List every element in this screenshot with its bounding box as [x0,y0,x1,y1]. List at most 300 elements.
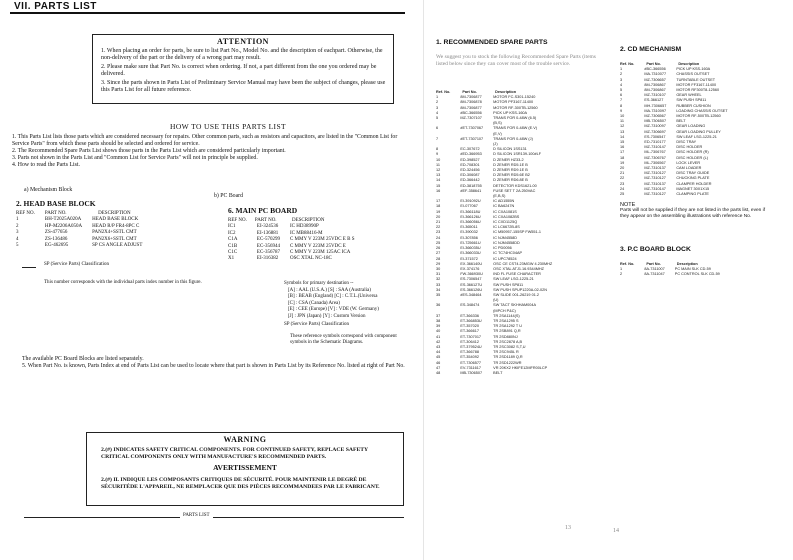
pc-board-label: b) PC Board [214,193,243,199]
cell-part: ET-7306577 [460,360,482,365]
cell-part: #ED-366953 [460,152,482,157]
how-to-item-1: 1. This Parts List lists those parts which are considered necessary for repairs. Other common parts, such as resistors and capacitors, are listed in the "Common List for Service Parts" from which these parts should be selected and ordered for service. [12,134,398,147]
cell-part: MB-7306507 [644,119,667,124]
cell-ref: 2 [620,72,623,77]
cell-part: BH-T2025A020A [44,217,82,223]
cell-part: EI-316382 [256,256,279,262]
cell-desc: D ZENER RD5.6E B2 [493,173,530,178]
cell-desc: C MMY V 223M 125AC ICA [289,250,351,256]
cell-part: ES-366127 [644,98,664,103]
cell-ref: 8 [620,103,623,108]
cell-part: 8A-7311047 [644,272,665,277]
cell-desc: PC CONTROL SLK CD-59 [674,272,720,277]
cell-ref: 1 [436,95,439,100]
recommended-intro: We suggest you to stock the following Recommended Spare Parts (items listed below since they can cover most of the trouble service. [436,54,596,67]
cell-part: ET-366853U [460,318,482,323]
sp-class-note: SP (Service Parts) Classification [284,322,349,327]
cell-part: ED-366442 [460,178,480,183]
cell-desc: MOTOR RF-300TB-12560 [493,105,538,110]
cell-ref: 41 [436,334,441,339]
col-desc: DESCRIPTION [291,218,325,223]
cell-ref: 3 [436,105,439,110]
cell-desc: PAN2X4+SSTL CMT [92,230,137,236]
cell-part: EX-366140U [460,261,483,266]
symbol-line: [C] : CSA (Canada) Area) [288,300,340,306]
cell-ref: 25 [620,192,625,197]
cell-part: ET-357020 [460,324,479,329]
cell-desc: SP CS ANGLE ADJUST [92,243,143,249]
cell-ref: 23 [620,181,625,186]
cell-part: EC-307672 [460,147,480,152]
cd-mechanism-heading: 2. CD MECHANISM [620,46,682,53]
cell-desc: HEAD R/P FR4-8PC C [92,223,140,229]
cell-ref: 18 [436,204,441,209]
cell-part: HP-M2206A050A [44,223,83,229]
cell-ref: 19 [436,209,441,214]
cell-desc: LOADING CHASSIS OUTSET [676,108,728,113]
cell-desc: (E,B,S) [493,194,506,199]
cell-ref: C1C [228,250,238,256]
cell-desc: (U) [493,298,499,303]
col-ref: REF NO. [16,211,35,216]
cell-part: EI-366056U [460,220,481,225]
cell-ref: 24 [436,235,441,240]
cell-ref: 25 [436,240,441,245]
cell-desc: TR 2SA1292 T U [493,324,522,329]
cell-part: MZ-7306767 [644,155,666,160]
cell-part: #BC-366556 [460,110,482,115]
cell-ref: 19 [620,160,625,165]
cell-part: #EF-358641 [460,188,482,193]
cell-ref: 22 [436,225,441,230]
cell-part: ES-7306547 [460,277,482,282]
cell-desc: DISC HOLDER [676,145,703,150]
cell-ref: 29 [436,261,441,266]
cell-ref: 34 [436,287,441,292]
cell-part: MZ-7310147 [644,186,666,191]
how-to-heading: HOW TO USE THIS PARTS LIST [170,122,287,131]
cell-part: ZS-136486 [44,236,68,242]
cell-desc: IC TC74HC04AP [493,251,523,256]
cell-part: EI-371572 [460,256,478,261]
cell-part: 8M-7306867 [644,82,666,87]
cell-part: 8M-7306877 [460,95,482,100]
cell-ref: 2 [620,272,623,277]
footer-rule [24,517,404,518]
cell-desc: TURNTABLE OUTSET [676,77,716,82]
cell-desc: SW LEAF LSG-1225-21 [676,134,717,139]
cell-ref: 12 [620,124,625,129]
cell-part: MZ-7306567 [644,114,666,119]
cell-part: ML-7306767 [644,150,666,155]
cell-ref: IC1 [228,224,236,230]
cell-part: MZ-7310097 [644,124,666,129]
cell-ref: 24 [620,186,625,191]
cell-desc: GEAR LOADING PULLEY [676,129,721,134]
recommended-table [436,90,554,376]
cell-part: EI-365011 [460,225,478,230]
cell-desc: D ZENER RD6.8E B [493,178,528,183]
cell-ref: 3 [16,230,19,236]
cell-desc: PICK UP KSS-160A [676,67,711,72]
cell-desc: SW PUSH SP811 [493,282,524,287]
cell-desc: TR 2SD880NJ [493,334,518,339]
cell-desc: SW TACT SKHHAM004A [493,303,537,308]
col-ref: Ref. No. [620,62,635,66]
cell-desc: TR 2SB891 Q,R [493,329,521,334]
table-row [228,256,356,262]
cell-ref: 8 [436,147,439,152]
col-ref: Ref. No. [436,90,451,94]
cell-ref: 23 [436,230,441,235]
cell-desc: TRANS FOR 0-48W (6.5) [493,116,537,121]
cell-desc: IC LC6672B-8S [493,225,520,230]
cell-desc: IC AD1555N [493,199,515,204]
cell-part: EI-391092U [460,199,481,204]
cell-desc: RUBBER CUSHION [676,103,711,108]
cell-desc: DISC HOLDER (R) [676,150,709,155]
cell-ref: X1 [228,256,235,262]
symbol-line: [B] : BEAB (England) [C] : C.T.L.(Universa [288,294,378,300]
cell-ref: 4 [436,110,439,115]
cell-ref: 9 [436,152,439,157]
cell-ref: 44 [436,350,441,355]
attention-heading: ATTENTION [217,37,269,46]
cell-desc: BELT [676,119,686,124]
col-part: Part No. [462,90,477,94]
cell-desc: HEAD BASE BLOCK [92,217,139,223]
cell-desc: IC PD0056 [493,246,512,251]
cell-part: EG-462695 [44,243,69,249]
cell-part: EI-725661U [460,240,481,245]
cell-desc: PAN2X6+SSTL CMT [92,236,137,242]
cell-part: ED-324456 [460,168,480,173]
cell-part: ED-306087 [460,173,480,178]
cell-ref: 15 [436,183,441,188]
col-ref: REF NO. [228,218,247,223]
cell-desc: MOTOR RF300T8-12560 [676,88,720,93]
attention-item-3: 3. Since the parts shown in Parts List of Preliminary Service Manual may have been the subject of changes, please use this Parts List for all future reference. [101,80,386,93]
cell-desc: IC MB88416-M [289,230,323,236]
cell-ref: 39 [436,324,441,329]
cell-ref: 27 [436,251,441,256]
how-to-item-4: 4. How to read the Parts List. [12,162,80,168]
how-to-item-2: 2. The Recommended Spare Parts List shows those parts in the Parts List which are considered particularly important. [12,148,286,154]
cell-desc: MAGNET 30X1X15 [676,186,710,191]
cell-part: ET-306412 [460,339,479,344]
attention-item-2: 2. Please make sure that Part No. is correct when ordering. If not, a part different from the one you ordered may be delivered. [101,64,377,77]
cell-part: ES-7306547 [644,134,666,139]
cell-desc: CHUCKING PLATE [676,176,710,181]
cell-part: MZ-7310127 [644,176,666,181]
page-fold [423,0,424,560]
cell-part: ZS-477656 [44,230,68,236]
cell-part: MZ-7310137 [644,181,666,186]
page-header [0,0,423,14]
cell-ref: 5 [16,243,19,249]
cell-desc: TR 2SA1295 S [493,318,519,323]
cell-ref: 40 [436,329,441,334]
cell-ref: 21 [620,171,625,176]
col-desc: Description [678,62,700,66]
cell-desc: GEAR LOADING [676,124,706,129]
cell-desc: (MPCH P&C) [493,308,516,313]
cell-desc: SW SLIDE 001-26219 01.2 [493,292,539,297]
legend-line [22,267,36,268]
cell-ref: 30 [436,266,441,271]
cell-ref: 4 [16,236,19,242]
head-base-table [16,211,216,249]
parts-index-note: 5. When Part No. is known, Parts Index at end of Parts List can be used to locate where that part is shown in Parts List by its Reference No. listed at right of Part No. [22,363,405,369]
cell-part: MZ-7310137 [644,166,666,171]
symbols-list [288,288,408,320]
cell-desc: TRANS FOR 0-48W (J) [493,136,533,141]
attention-item-1: 1. When placing an order for parts, be sure to list Part No., Model No. and the description of eachpart. Otherwise, the non-delivery of the part or the delivery of a wrong part may result. [101,48,383,61]
index-number-note: This number corresponds with the individual parts index number in this figure. [44,280,202,285]
cell-ref: 10 [620,114,625,119]
cell-ref: 18 [620,155,625,160]
table-row [620,272,722,277]
cell-part: EI-324536 [256,224,279,230]
cell-ref: 7 [436,136,439,141]
col-desc: DESCRIPTION [98,211,131,216]
cell-part: ED-708301 [460,162,480,167]
cell-part: ES-366127U [460,282,483,287]
cell-part: EI-366126U [460,214,481,219]
col-ref: Ref. No. [620,262,635,266]
cell-ref: C1B [228,243,238,249]
cell-desc: DISC TRAY GUIDE [676,171,710,176]
col-part: PART NO. [254,218,277,223]
cell-part: #ES-348464 [460,292,482,297]
cell-ref: 28 [436,256,441,261]
mechanism-label: a) Mechanism Block [24,187,73,193]
cell-ref: IC2 [228,230,236,236]
cell-desc: TR 2SD1189 Q,R [493,355,523,360]
cell-ref: 33 [436,282,441,287]
cell-desc: DISC HOLDER (L) [676,155,708,160]
cell-ref: 35 [436,292,441,297]
symbol-line: [E] : CEE (Europe) [V] : VDE (W. Germany) [288,307,379,313]
warning-text: 2.(#) INDICATES SAFETY CRITICAL COMPONENTS. FOR CONTINUED SAFETY, REPLACE SAFETY CRITICAL COMPONENTS ONLY WITH MANUFACTURE'S RECOMMENDED PARTS. [101,447,368,460]
cell-ref: 6 [436,126,439,131]
cell-ref: 5 [620,88,623,93]
cell-desc: MOTOR FF3167-11400 [676,82,717,87]
cell-part: MZ-7310127 [644,192,666,197]
cell-part: ET-7307017 [460,334,482,339]
cell-ref: 42 [436,339,441,344]
table-row [620,192,730,197]
cd-mechanism-table [620,62,730,197]
cell-desc: CLAMPING PLATE [676,192,709,197]
cell-desc: BELT [493,370,503,375]
cell-part: EC-570299 [256,237,280,243]
cell-ref: 17 [620,150,625,155]
cell-ref: 16 [620,145,625,150]
cell-desc: D SILICON 1SR139-100#LF [493,152,542,157]
cell-part: 8M-7306878 [460,100,482,105]
cell-ref: 5 [436,116,439,121]
cell-part: ET-354092 [460,355,479,360]
cell-ref: 20 [436,214,441,219]
cell-ref: 9 [620,108,623,113]
cell-desc: OSC XTAL NC-18C [289,256,332,262]
cell-desc: C MMY V 223M 25VDC E [289,243,346,249]
cell-desc: D ZENER RD5.1E B [493,162,528,167]
cell-desc: OSC CE CST4.23MGW 4.230MHZ [493,261,553,266]
cell-desc: MOTOR PF3167-11400 [493,100,534,105]
cell-ref: 16 [436,188,441,193]
cell-part: ML-7306567 [644,160,666,165]
cell-desc: IND FL FUSE CHARACTER [493,272,541,277]
cell-desc: IC M50957-155SP FW551-1 [493,230,542,235]
cell-desc: OSC XTAL ATJ1.16.9344MHZ [493,266,544,271]
cell-part: 8A-7311007 [644,267,665,272]
cell-desc: SW LEAF LSG-1225-21 [493,277,534,282]
how-to-list [12,134,410,169]
cell-ref: 14 [436,178,441,183]
cell-desc: TR 2SC945L R [493,350,519,355]
cell-desc: PICK UP KSS-160A [493,110,528,115]
cell-part: #ET-7307067 [460,126,484,131]
cell-ref: 38 [436,318,441,323]
cell-desc: IC BA6247N [493,204,515,209]
cell-desc: D ZENER HZ33-2 [493,157,524,162]
cell-part: 8M-7306877 [460,105,482,110]
cell-desc: MOTOR FC-S301-15240 [493,95,536,100]
cell-ref: 14 [620,134,625,139]
cell-part: MZ-7306697 [644,129,666,134]
cell-part: EX-374176 [460,266,480,271]
cell-ref: 45 [436,355,441,360]
header-rule [10,12,405,14]
cell-ref: 11 [436,162,440,167]
cell-ref: 12 [436,168,441,173]
page-number-left: 13 [565,525,571,531]
cell-desc: LOCK LEVER [676,160,701,165]
cell-part: MH-7306657 [644,103,667,108]
cell-part: MZ-7307107 [460,116,482,121]
cell-desc: IC CXA1082BS [493,214,520,219]
cell-ref: 43 [436,344,441,349]
cell-part: EI-307856 [460,235,478,240]
main-pc-heading: 6. MAIN PC BOARD [228,206,298,215]
cell-ref: 6 [620,93,623,98]
cell-desc: C MMY V 223M 25VDC E B S [289,237,355,243]
cell-ref: 1 [620,267,623,272]
col-part: PART NO. [44,211,67,216]
cell-desc: DETECTOR KDS1621-00 [493,183,537,188]
cell-part: MA-7310097 [644,108,667,113]
table-row [436,371,554,376]
cell-ref: 10 [436,157,441,162]
col-desc: Description [495,90,517,94]
cell-ref: C1A [228,237,238,243]
cell-desc: DISC TRAY [676,140,697,145]
cell-ref: 32 [436,277,441,282]
cell-ref: 17 [436,199,441,204]
symbol-line: [A] : AAL (U.S.A.) [S] : SAA (Australia) [288,288,371,293]
avertissement-text: 2.(#) IL INDIQUE LES COMPOSANTS CRITIQUES DE SÉCURITÉ. POUR MAINTENIR LE DEGRÉ DE SÉCURITÉDE L'APPAREIL, NE REMPLACER QUE DES PIÈCES RECOMMANDEES PAR LE FABRICANT. [101,477,380,490]
cell-desc: (B,S) [493,121,502,126]
note-heading: NOTE [620,202,636,208]
cell-ref: 21 [436,220,441,225]
cell-part: ET-366788 [460,350,479,355]
warning-heading: WARNING [223,435,267,444]
warning-box [86,432,404,506]
cell-desc: IC NJM4558DD [493,240,520,245]
cell-desc: FUSE SET T 2A 250VAC [493,188,536,193]
cell-ref: 2 [436,100,439,105]
col-part: Part No. [646,262,661,266]
cell-desc: D SILICON 1SS131 [493,147,527,152]
cell-ref: 13 [620,129,625,134]
cell-part: ET-366617 [460,329,479,334]
cell-part: FW-366930U [460,272,483,277]
cell-ref: 37 [436,313,441,318]
page-number-right: 14 [613,528,619,534]
col-part: Part No. [646,62,661,66]
bottom-notes [22,356,412,370]
cell-desc: TR 2SC2878 A,B [493,339,523,344]
recommended-heading: 1. RECOMMENDED SPARE PARTS [436,39,548,46]
cell-part: EC-356787 [256,250,280,256]
cell-part: MZ-7310147 [644,145,666,150]
cell-desc: CLAMPER HOLDER [676,181,712,186]
cell-desc: MOTOR RF-500TB-12560 [676,114,721,119]
cell-part: 8M-7306867 [644,88,666,93]
cell-part: ED-7310177 [644,140,666,145]
cell-part: ES-348474 [460,303,480,308]
cell-desc: IC CXD1125Q [493,220,518,225]
cell-desc: TR 2SC3082 S,T,U [493,344,526,349]
cell-ref: 1 [620,67,623,72]
cell-part: ED-398527 [460,157,480,162]
col-desc: Description [676,262,698,266]
attention-box [92,34,394,104]
cell-part: MA-7310077 [644,72,667,77]
cell-desc: SW PUSH SPUP1220A-02-02N [493,287,547,292]
cell-ref: 46 [436,360,441,365]
cell-desc: TR 2SA1144(S) [493,313,520,318]
footer-label: PARTS LIST [180,513,213,518]
cell-ref: 13 [436,173,441,178]
cell-part: EI-366118U [460,209,481,214]
cell-part: #BC-366556 [644,67,666,72]
cell-ref: 48 [436,370,441,375]
cell-desc: (E,V) [493,131,502,136]
cell-part: ED-3818755 [460,183,482,188]
cell-desc: IC CXA1081S [493,209,517,214]
note-text: Parts will not be supplied if they are not listed in the parts list, even if they appear on the assembling illustrations with reference No. [620,208,766,220]
head-base-heading: 2. HEAD BASE BLOCK [16,199,96,208]
cell-ref: 4 [620,82,623,87]
pc-board-block-heading: 3. P.C BOARD BLOCK [620,246,691,253]
cell-ref: 26 [436,246,441,251]
cell-part: EI-136881 [256,230,279,236]
cell-part: EC-356944 [256,243,280,249]
cell-desc: IC NJM4558D [493,235,518,240]
cell-ref: 22 [620,176,625,181]
cell-ref: 2 [16,223,19,229]
cell-part: EI-077067 [460,204,478,209]
cell-part: MB-7306507 [460,370,483,375]
pc-board-block-table [620,262,722,278]
cell-desc: IC UPC78524 [493,256,517,261]
cell-part: EI-366035U [460,246,481,251]
cell-desc: VR 20KX2 HKIFE12MFR00LCP [493,365,548,370]
page-title: VII. PARTS LIST [14,1,97,12]
